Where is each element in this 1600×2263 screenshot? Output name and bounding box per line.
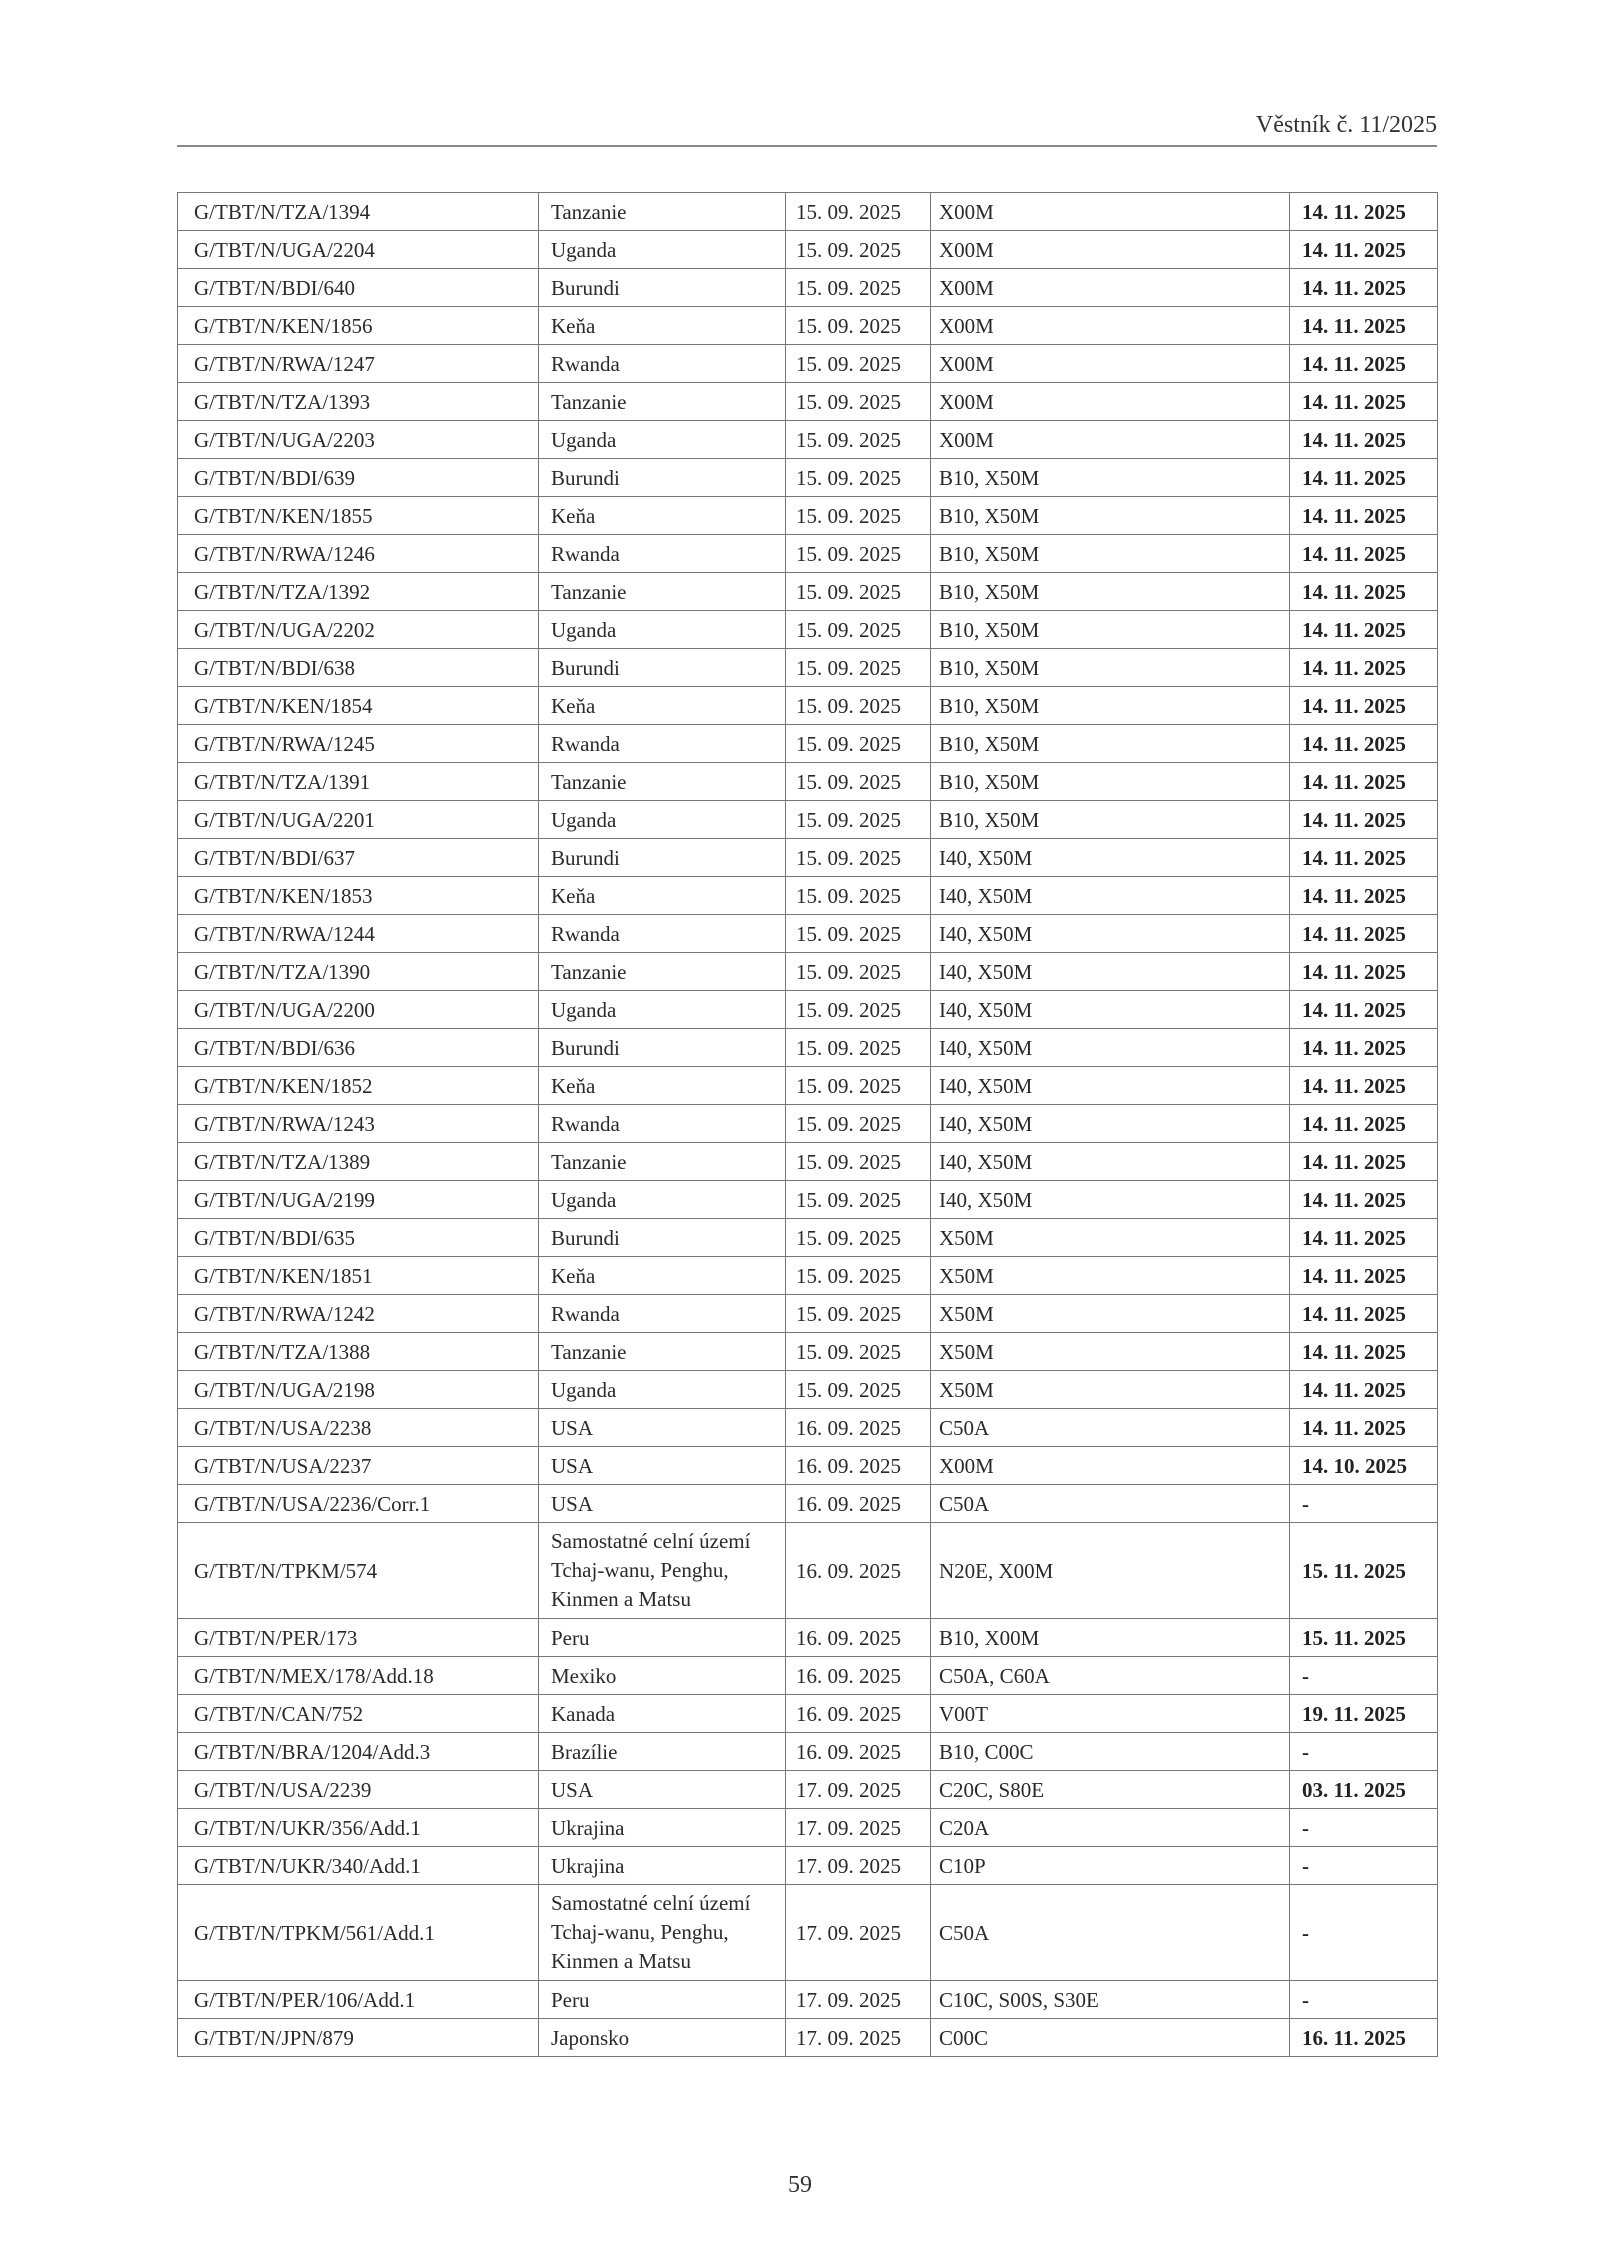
notification-date-cell: 15. 09. 2025 <box>786 345 931 383</box>
comment-deadline-cell: - <box>1290 1885 1438 1981</box>
notification-date-cell: 15. 09. 2025 <box>786 307 931 345</box>
ics-code-cell: X00M <box>931 1447 1290 1485</box>
comment-deadline-cell: 14. 10. 2025 <box>1290 1447 1438 1485</box>
comment-deadline-cell: 14. 11. 2025 <box>1290 573 1438 611</box>
table-row <box>178 1371 1438 1409</box>
notification-date-cell: 15. 09. 2025 <box>786 687 931 725</box>
document-symbol-cell: G/TBT/N/TZA/1394 <box>178 193 539 231</box>
notification-date-cell: 15. 09. 2025 <box>786 497 931 535</box>
document-symbol-cell: G/TBT/N/PER/173 <box>178 1619 539 1657</box>
member-country-cell: USA <box>539 1447 786 1485</box>
notification-date-cell: 15. 09. 2025 <box>786 1257 931 1295</box>
ics-code-cell: X00M <box>931 383 1290 421</box>
member-country-cell: Uganda <box>539 1371 786 1409</box>
ics-code-cell: I40, X50M <box>931 991 1290 1029</box>
comment-deadline-cell: 14. 11. 2025 <box>1290 1295 1438 1333</box>
ics-code-cell: I40, X50M <box>931 953 1290 991</box>
ics-code-cell: C50A <box>931 1409 1290 1447</box>
table-row <box>178 383 1438 421</box>
member-country-cell: Rwanda <box>539 725 786 763</box>
member-country-cell: Keňa <box>539 307 786 345</box>
ics-code-cell: B10, C00C <box>931 1733 1290 1771</box>
member-country-cell: Keňa <box>539 497 786 535</box>
notification-date-cell: 15. 09. 2025 <box>786 1105 931 1143</box>
document-symbol-cell: G/TBT/N/USA/2236/Corr.1 <box>178 1485 539 1523</box>
notification-date-cell: 16. 09. 2025 <box>786 1523 931 1619</box>
table-row <box>178 1847 1438 1885</box>
document-symbol-cell: G/TBT/N/TZA/1390 <box>178 953 539 991</box>
member-country-cell: Kanada <box>539 1695 786 1733</box>
member-country-cell: Tanzanie <box>539 1333 786 1371</box>
ics-code-cell: B10, X50M <box>931 763 1290 801</box>
notification-date-cell: 15. 09. 2025 <box>786 649 931 687</box>
document-symbol-cell: G/TBT/N/CAN/752 <box>178 1695 539 1733</box>
comment-deadline-cell: 19. 11. 2025 <box>1290 1695 1438 1733</box>
member-country-cell: Uganda <box>539 611 786 649</box>
document-symbol-cell: G/TBT/N/RWA/1247 <box>178 345 539 383</box>
notification-date-cell: 15. 09. 2025 <box>786 991 931 1029</box>
member-country-cell: Burundi <box>539 1029 786 1067</box>
member-country-cell: Uganda <box>539 991 786 1029</box>
comment-deadline-cell: 14. 11. 2025 <box>1290 307 1438 345</box>
document-symbol-cell: G/TBT/N/KEN/1854 <box>178 687 539 725</box>
notification-date-cell: 16. 09. 2025 <box>786 1619 931 1657</box>
ics-code-cell: I40, X50M <box>931 1029 1290 1067</box>
comment-deadline-cell: 14. 11. 2025 <box>1290 1219 1438 1257</box>
document-symbol-cell: G/TBT/N/RWA/1243 <box>178 1105 539 1143</box>
ics-code-cell: C50A <box>931 1485 1290 1523</box>
document-symbol-cell: G/TBT/N/TPKM/561/Add.1 <box>178 1885 539 1981</box>
document-symbol-cell: G/TBT/N/RWA/1242 <box>178 1295 539 1333</box>
ics-code-cell: X50M <box>931 1333 1290 1371</box>
notification-date-cell: 15. 09. 2025 <box>786 231 931 269</box>
member-country-cell: Burundi <box>539 1219 786 1257</box>
notification-date-cell: 15. 09. 2025 <box>786 573 931 611</box>
table-row <box>178 1219 1438 1257</box>
table-row <box>178 231 1438 269</box>
document-symbol-cell: G/TBT/N/TZA/1392 <box>178 573 539 611</box>
ics-code-cell: B10, X50M <box>931 725 1290 763</box>
comment-deadline-cell: 14. 11. 2025 <box>1290 763 1438 801</box>
notification-date-cell: 15. 09. 2025 <box>786 839 931 877</box>
table-row <box>178 2019 1438 2057</box>
bulletin-header-title: Věstník č. 11/2025 <box>1255 112 1437 138</box>
page-number: 59 <box>788 2172 812 2198</box>
table-row <box>178 991 1438 1029</box>
comment-deadline-cell: 14. 11. 2025 <box>1290 725 1438 763</box>
notification-date-cell: 15. 09. 2025 <box>786 1029 931 1067</box>
document-symbol-cell: G/TBT/N/MEX/178/Add.18 <box>178 1657 539 1695</box>
comment-deadline-cell: 14. 11. 2025 <box>1290 1143 1438 1181</box>
comment-deadline-cell: 14. 11. 2025 <box>1290 193 1438 231</box>
notification-date-cell: 15. 09. 2025 <box>786 1295 931 1333</box>
member-country-cell: Tanzanie <box>539 573 786 611</box>
comment-deadline-cell: 14. 11. 2025 <box>1290 421 1438 459</box>
comment-deadline-cell: 14. 11. 2025 <box>1290 915 1438 953</box>
document-symbol-cell: G/TBT/N/TZA/1388 <box>178 1333 539 1371</box>
notification-date-cell: 15. 09. 2025 <box>786 269 931 307</box>
table-row <box>178 1771 1438 1809</box>
member-country-cell: Burundi <box>539 459 786 497</box>
member-country-cell: Peru <box>539 1619 786 1657</box>
member-country-cell: Keňa <box>539 687 786 725</box>
comment-deadline-cell: 14. 11. 2025 <box>1290 459 1438 497</box>
document-symbol-cell: G/TBT/N/TZA/1393 <box>178 383 539 421</box>
table-row <box>178 573 1438 611</box>
notifications-table-body <box>178 193 1438 2057</box>
ics-code-cell: X50M <box>931 1295 1290 1333</box>
comment-deadline-cell: 14. 11. 2025 <box>1290 991 1438 1029</box>
document-symbol-cell: G/TBT/N/UGA/2201 <box>178 801 539 839</box>
member-country-cell: Rwanda <box>539 1295 786 1333</box>
document-symbol-cell: G/TBT/N/KEN/1855 <box>178 497 539 535</box>
document-symbol-cell: G/TBT/N/KEN/1852 <box>178 1067 539 1105</box>
notification-date-cell: 16. 09. 2025 <box>786 1657 931 1695</box>
ics-code-cell: C00C <box>931 2019 1290 2057</box>
table-row <box>178 497 1438 535</box>
document-symbol-cell: G/TBT/N/UKR/340/Add.1 <box>178 1847 539 1885</box>
notification-date-cell: 15. 09. 2025 <box>786 383 931 421</box>
comment-deadline-cell: 14. 11. 2025 <box>1290 839 1438 877</box>
comment-deadline-cell: 14. 11. 2025 <box>1290 497 1438 535</box>
document-symbol-cell: G/TBT/N/TZA/1389 <box>178 1143 539 1181</box>
member-country-cell: Tanzanie <box>539 763 786 801</box>
table-row <box>178 953 1438 991</box>
notification-date-cell: 15. 09. 2025 <box>786 421 931 459</box>
notification-date-cell: 15. 09. 2025 <box>786 611 931 649</box>
member-country-cell: Tanzanie <box>539 193 786 231</box>
member-country-cell: Tanzanie <box>539 383 786 421</box>
notification-date-cell: 17. 09. 2025 <box>786 1885 931 1981</box>
comment-deadline-cell: 14. 11. 2025 <box>1290 801 1438 839</box>
table-row <box>178 1447 1438 1485</box>
document-symbol-cell: G/TBT/N/UGA/2199 <box>178 1181 539 1219</box>
comment-deadline-cell: 16. 11. 2025 <box>1290 2019 1438 2057</box>
table-row <box>178 1067 1438 1105</box>
notification-date-cell: 15. 09. 2025 <box>786 1371 931 1409</box>
comment-deadline-cell: 14. 11. 2025 <box>1290 1257 1438 1295</box>
notification-date-cell: 17. 09. 2025 <box>786 1809 931 1847</box>
member-country-cell: Burundi <box>539 839 786 877</box>
table-row <box>178 687 1438 725</box>
ics-code-cell: I40, X50M <box>931 1105 1290 1143</box>
member-country-cell: USA <box>539 1771 786 1809</box>
notification-date-cell: 16. 09. 2025 <box>786 1695 931 1733</box>
notification-date-cell: 15. 09. 2025 <box>786 535 931 573</box>
member-country-cell: Keňa <box>539 1257 786 1295</box>
ics-code-cell: X00M <box>931 269 1290 307</box>
document-symbol-cell: G/TBT/N/RWA/1244 <box>178 915 539 953</box>
table-row <box>178 535 1438 573</box>
table-row <box>178 307 1438 345</box>
notification-date-cell: 15. 09. 2025 <box>786 1143 931 1181</box>
document-symbol-cell: G/TBT/N/BRA/1204/Add.3 <box>178 1733 539 1771</box>
notification-date-cell: 17. 09. 2025 <box>786 1847 931 1885</box>
member-country-cell: Brazílie <box>539 1733 786 1771</box>
document-symbol-cell: G/TBT/N/BDI/637 <box>178 839 539 877</box>
ics-code-cell: B10, X50M <box>931 459 1290 497</box>
document-symbol-cell: G/TBT/N/UGA/2200 <box>178 991 539 1029</box>
comment-deadline-cell: 14. 11. 2025 <box>1290 1105 1438 1143</box>
ics-code-cell: I40, X50M <box>931 1067 1290 1105</box>
notification-date-cell: 15. 09. 2025 <box>786 459 931 497</box>
ics-code-cell: X00M <box>931 231 1290 269</box>
table-row <box>178 1619 1438 1657</box>
table-row <box>178 1257 1438 1295</box>
table-row <box>178 839 1438 877</box>
table-row <box>178 421 1438 459</box>
table-row <box>178 1885 1438 1981</box>
member-country-cell: Uganda <box>539 421 786 459</box>
comment-deadline-cell: 14. 11. 2025 <box>1290 687 1438 725</box>
notification-date-cell: 17. 09. 2025 <box>786 1981 931 2019</box>
comment-deadline-cell: 14. 11. 2025 <box>1290 1181 1438 1219</box>
document-symbol-cell: G/TBT/N/BDI/638 <box>178 649 539 687</box>
document-symbol-cell: G/TBT/N/RWA/1245 <box>178 725 539 763</box>
table-row <box>178 1181 1438 1219</box>
comment-deadline-cell: - <box>1290 1981 1438 2019</box>
ics-code-cell: B10, X50M <box>931 687 1290 725</box>
document-symbol-cell: G/TBT/N/PER/106/Add.1 <box>178 1981 539 2019</box>
ics-code-cell: C50A <box>931 1885 1290 1981</box>
table-row <box>178 269 1438 307</box>
ics-code-cell: X50M <box>931 1257 1290 1295</box>
member-country-cell: Ukrajina <box>539 1847 786 1885</box>
notification-date-cell: 15. 09. 2025 <box>786 193 931 231</box>
table-row <box>178 1657 1438 1695</box>
member-country-cell: Japonsko <box>539 2019 786 2057</box>
document-symbol-cell: G/TBT/N/KEN/1853 <box>178 877 539 915</box>
ics-code-cell: V00T <box>931 1695 1290 1733</box>
member-country-cell: USA <box>539 1485 786 1523</box>
notification-date-cell: 15. 09. 2025 <box>786 1067 931 1105</box>
ics-code-cell: I40, X50M <box>931 1181 1290 1219</box>
ics-code-cell: X00M <box>931 193 1290 231</box>
ics-code-cell: C10P <box>931 1847 1290 1885</box>
table-row <box>178 725 1438 763</box>
member-country-cell: Samostatné celní území Tchaj-wanu, Penghu, Kinmen a Matsu <box>539 1885 786 1981</box>
notification-date-cell: 15. 09. 2025 <box>786 915 931 953</box>
comment-deadline-cell: 14. 11. 2025 <box>1290 1029 1438 1067</box>
comment-deadline-cell: 14. 11. 2025 <box>1290 611 1438 649</box>
table-row <box>178 193 1438 231</box>
ics-code-cell: B10, X50M <box>931 497 1290 535</box>
document-symbol-cell: G/TBT/N/BDI/639 <box>178 459 539 497</box>
ics-code-cell: X00M <box>931 421 1290 459</box>
document-symbol-cell: G/TBT/N/BDI/640 <box>178 269 539 307</box>
header-divider <box>177 145 1437 147</box>
notification-date-cell: 16. 09. 2025 <box>786 1485 931 1523</box>
comment-deadline-cell: 14. 11. 2025 <box>1290 535 1438 573</box>
table-row <box>178 345 1438 383</box>
table-row <box>178 649 1438 687</box>
ics-code-cell: B10, X50M <box>931 535 1290 573</box>
document-symbol-cell: G/TBT/N/UGA/2203 <box>178 421 539 459</box>
notification-date-cell: 15. 09. 2025 <box>786 763 931 801</box>
table-row <box>178 1981 1438 2019</box>
comment-deadline-cell: 14. 11. 2025 <box>1290 1409 1438 1447</box>
member-country-cell: Mexiko <box>539 1657 786 1695</box>
member-country-cell: Rwanda <box>539 535 786 573</box>
document-symbol-cell: G/TBT/N/UGA/2198 <box>178 1371 539 1409</box>
notification-date-cell: 16. 09. 2025 <box>786 1409 931 1447</box>
document-symbol-cell: G/TBT/N/BDI/636 <box>178 1029 539 1067</box>
member-country-cell: Uganda <box>539 801 786 839</box>
table-row <box>178 1295 1438 1333</box>
notification-date-cell: 17. 09. 2025 <box>786 2019 931 2057</box>
notification-date-cell: 15. 09. 2025 <box>786 877 931 915</box>
document-symbol-cell: G/TBT/N/UGA/2204 <box>178 231 539 269</box>
comment-deadline-cell: - <box>1290 1657 1438 1695</box>
comment-deadline-cell: 14. 11. 2025 <box>1290 649 1438 687</box>
comment-deadline-cell: 14. 11. 2025 <box>1290 345 1438 383</box>
ics-code-cell: X00M <box>931 307 1290 345</box>
member-country-cell: Rwanda <box>539 345 786 383</box>
ics-code-cell: I40, X50M <box>931 839 1290 877</box>
notification-date-cell: 16. 09. 2025 <box>786 1733 931 1771</box>
comment-deadline-cell: 14. 11. 2025 <box>1290 1067 1438 1105</box>
document-symbol-cell: G/TBT/N/JPN/879 <box>178 2019 539 2057</box>
comment-deadline-cell: 14. 11. 2025 <box>1290 877 1438 915</box>
table-row <box>178 915 1438 953</box>
ics-code-cell: B10, X00M <box>931 1619 1290 1657</box>
table-row <box>178 1105 1438 1143</box>
document-symbol-cell: G/TBT/N/USA/2237 <box>178 1447 539 1485</box>
document-symbol-cell: G/TBT/N/USA/2239 <box>178 1771 539 1809</box>
ics-code-cell: I40, X50M <box>931 1143 1290 1181</box>
document-symbol-cell: G/TBT/N/UKR/356/Add.1 <box>178 1809 539 1847</box>
notification-date-cell: 15. 09. 2025 <box>786 801 931 839</box>
member-country-cell: Burundi <box>539 649 786 687</box>
comment-deadline-cell: 14. 11. 2025 <box>1290 1333 1438 1371</box>
comment-deadline-cell: 14. 11. 2025 <box>1290 953 1438 991</box>
table-row <box>178 611 1438 649</box>
member-country-cell: Ukrajina <box>539 1809 786 1847</box>
table-row <box>178 1809 1438 1847</box>
notification-date-cell: 15. 09. 2025 <box>786 953 931 991</box>
notification-date-cell: 15. 09. 2025 <box>786 1333 931 1371</box>
member-country-cell: USA <box>539 1409 786 1447</box>
member-country-cell: Uganda <box>539 231 786 269</box>
member-country-cell: Tanzanie <box>539 953 786 991</box>
ics-code-cell: B10, X50M <box>931 573 1290 611</box>
document-symbol-cell: G/TBT/N/RWA/1246 <box>178 535 539 573</box>
ics-code-cell: C20C, S80E <box>931 1771 1290 1809</box>
ics-code-cell: C10C, S00S, S30E <box>931 1981 1290 2019</box>
member-country-cell: Keňa <box>539 1067 786 1105</box>
member-country-cell: Rwanda <box>539 915 786 953</box>
document-symbol-cell: G/TBT/N/USA/2238 <box>178 1409 539 1447</box>
table-row <box>178 1523 1438 1619</box>
notification-date-cell: 15. 09. 2025 <box>786 725 931 763</box>
comment-deadline-cell: - <box>1290 1847 1438 1885</box>
member-country-cell: Uganda <box>539 1181 786 1219</box>
ics-code-cell: B10, X50M <box>931 611 1290 649</box>
member-country-cell: Peru <box>539 1981 786 2019</box>
notification-date-cell: 17. 09. 2025 <box>786 1771 931 1809</box>
comment-deadline-cell: - <box>1290 1809 1438 1847</box>
comment-deadline-cell: 03. 11. 2025 <box>1290 1771 1438 1809</box>
notification-date-cell: 15. 09. 2025 <box>786 1181 931 1219</box>
document-symbol-cell: G/TBT/N/KEN/1851 <box>178 1257 539 1295</box>
table-row <box>178 801 1438 839</box>
table-row <box>178 1333 1438 1371</box>
member-country-cell: Samostatné celní území Tchaj-wanu, Penghu, Kinmen a Matsu <box>539 1523 786 1619</box>
comment-deadline-cell: - <box>1290 1733 1438 1771</box>
notification-date-cell: 16. 09. 2025 <box>786 1447 931 1485</box>
notification-date-cell: 15. 09. 2025 <box>786 1219 931 1257</box>
ics-code-cell: B10, X50M <box>931 649 1290 687</box>
comment-deadline-cell: 14. 11. 2025 <box>1290 383 1438 421</box>
table-row <box>178 1733 1438 1771</box>
member-country-cell: Keňa <box>539 877 786 915</box>
table-row <box>178 1143 1438 1181</box>
ics-code-cell: I40, X50M <box>931 915 1290 953</box>
table-row <box>178 1485 1438 1523</box>
comment-deadline-cell: - <box>1290 1485 1438 1523</box>
ics-code-cell: B10, X50M <box>931 801 1290 839</box>
ics-code-cell: C50A, C60A <box>931 1657 1290 1695</box>
notifications-table <box>177 192 1438 2057</box>
ics-code-cell: X50M <box>931 1219 1290 1257</box>
ics-code-cell: C20A <box>931 1809 1290 1847</box>
table-row <box>178 1029 1438 1067</box>
document-symbol-cell: G/TBT/N/UGA/2202 <box>178 611 539 649</box>
table-row <box>178 877 1438 915</box>
document-symbol-cell: G/TBT/N/TPKM/574 <box>178 1523 539 1619</box>
document-symbol-cell: G/TBT/N/TZA/1391 <box>178 763 539 801</box>
member-country-cell: Tanzanie <box>539 1143 786 1181</box>
comment-deadline-cell: 14. 11. 2025 <box>1290 1371 1438 1409</box>
ics-code-cell: X50M <box>931 1371 1290 1409</box>
comment-deadline-cell: 15. 11. 2025 <box>1290 1619 1438 1657</box>
ics-code-cell: X00M <box>931 345 1290 383</box>
comment-deadline-cell: 14. 11. 2025 <box>1290 269 1438 307</box>
table-row <box>178 459 1438 497</box>
table-row <box>178 1695 1438 1733</box>
document-symbol-cell: G/TBT/N/BDI/635 <box>178 1219 539 1257</box>
comment-deadline-cell: 15. 11. 2025 <box>1290 1523 1438 1619</box>
table-row <box>178 763 1438 801</box>
document-symbol-cell: G/TBT/N/KEN/1856 <box>178 307 539 345</box>
ics-code-cell: I40, X50M <box>931 877 1290 915</box>
member-country-cell: Rwanda <box>539 1105 786 1143</box>
member-country-cell: Burundi <box>539 269 786 307</box>
comment-deadline-cell: 14. 11. 2025 <box>1290 231 1438 269</box>
ics-code-cell: N20E, X00M <box>931 1523 1290 1619</box>
table-row <box>178 1409 1438 1447</box>
